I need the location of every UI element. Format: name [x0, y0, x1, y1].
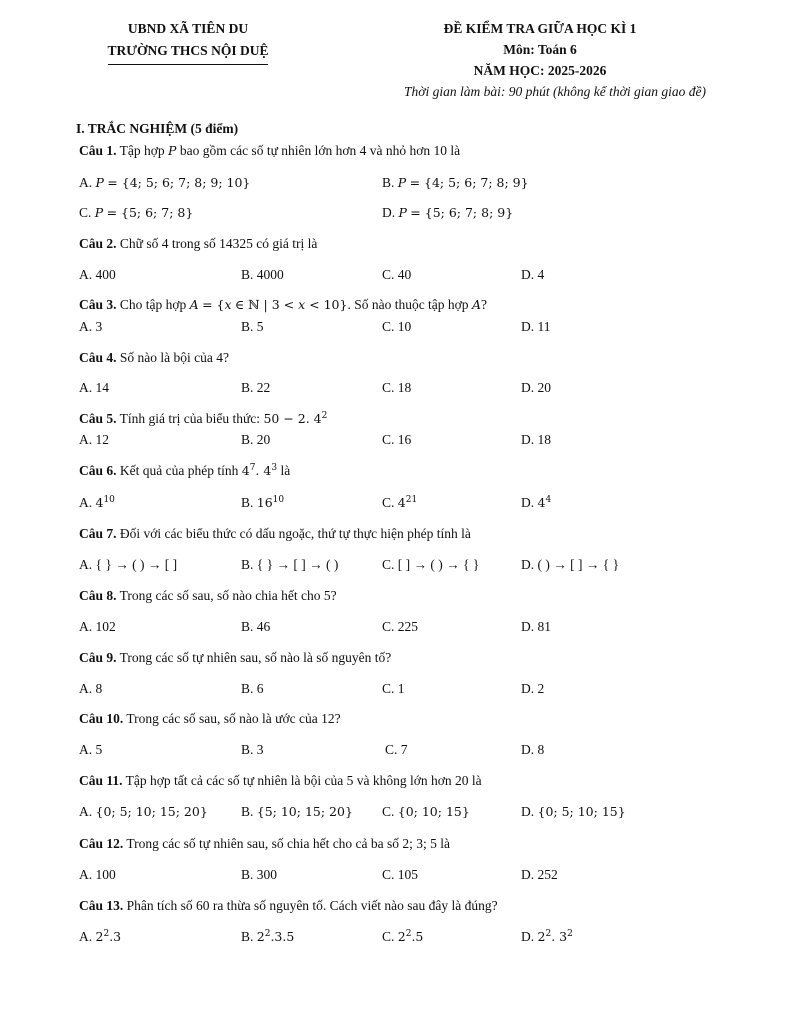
question-12 — [79, 836, 450, 852]
question-text: Kết quả của phép tính $4^7$. $4^3$ là — [119, 463, 291, 478]
header-right — [340, 18, 740, 102]
question-label: Câu 11. — [79, 773, 123, 788]
question-label: Câu 5. — [79, 411, 117, 426]
school-name: TRƯỜNG THCS NỘI DUỆ — [108, 40, 269, 65]
question-label: Câu 6. — [79, 463, 117, 478]
exam-time: Thời gian làm bài: 90 phút (không kể thời gian giao đề) — [403, 84, 706, 99]
q9-option-d: D. 2 — [521, 681, 545, 696]
question-13 — [79, 898, 498, 914]
question-text: Cho tập hợp A = {x ∈ ℕ | 3 < x < 10}. Số nào thuộc tập hợp A? — [119, 297, 487, 312]
q5-option-b: B. 20 — [241, 432, 271, 447]
question-1 — [79, 143, 460, 159]
q8-option-c: C. 225 — [382, 619, 419, 634]
q2-option-d: D. 4 — [521, 267, 545, 282]
q11-option-d: D. {0; 5; 10; 15} — [521, 804, 626, 819]
q9-option-a: A. 8 — [79, 681, 103, 696]
question-9 — [79, 650, 391, 666]
question-10 — [79, 711, 341, 727]
q3-option-d: D. 11 — [521, 319, 551, 334]
q4-option-b: B. 22 — [241, 380, 271, 395]
question-text: Phân tích số 60 ra thừa số nguyên tố. Cách viết nào sau đây là đúng? — [126, 898, 498, 913]
header-left — [88, 18, 288, 65]
q8-option-d: D. 81 — [521, 619, 551, 634]
q11-option-b: B. {5; 10; 15; 20} — [241, 804, 353, 819]
q2-option-c: C. 40 — [382, 267, 412, 282]
question-2 — [79, 236, 317, 252]
q1-option-b: B. P = {4; 5; 6; 7; 8; 9} — [382, 175, 529, 190]
q4-option-c: C. 18 — [382, 380, 412, 395]
q11-option-c: C. {0; 10; 15} — [382, 804, 470, 819]
q11-option-a: A. {0; 5; 10; 15; 20} — [79, 804, 208, 819]
subject: Môn: Toán 6 — [503, 42, 577, 57]
q5-option-d: D. 18 — [521, 432, 551, 447]
question-text: Tập hợp P bao gồm các số tự nhiên lớn hơn 4 và nhỏ hơn 10 là — [119, 143, 461, 158]
exam-title: ĐỀ KIỂM TRA GIỮA HỌC KÌ 1 — [443, 21, 637, 36]
question-4 — [79, 350, 229, 366]
q12-option-d: D. 252 — [521, 867, 558, 882]
q12-option-c: C. 105 — [382, 867, 419, 882]
q12-option-a: A. 100 — [79, 867, 116, 882]
q7-option-c: C. [ ] → ( ) → { } — [382, 557, 480, 572]
q6-option-a: A. $4^{10}$ — [79, 495, 115, 510]
question-label: Câu 4. — [79, 350, 117, 365]
question-text: Trong các số tự nhiên sau, số nào là số nguyên tố? — [119, 650, 392, 665]
q4-option-a: A. 14 — [79, 380, 109, 395]
q1-option-a: A. P = {4; 5; 6; 7; 8; 9; 10} — [79, 175, 251, 190]
q7-option-a: A. { } → ( ) → [ ] — [79, 557, 178, 572]
question-text: Chữ số 4 trong số 14325 có giá trị là — [119, 236, 318, 251]
org-name: UBND XÃ TIÊN DU — [127, 21, 249, 36]
question-label: Câu 8. — [79, 588, 117, 603]
question-label: Câu 12. — [79, 836, 124, 851]
question-11 — [79, 773, 482, 789]
section-title: I. TRẮC NGHIỆM (5 điểm) — [76, 121, 239, 136]
q9-option-c: C. 1 — [382, 681, 405, 696]
question-label: Câu 2. — [79, 236, 117, 251]
q7-option-d: D. ( ) → [ ] → { } — [521, 557, 620, 572]
question-label: Câu 7. — [79, 526, 117, 541]
q12-option-b: B. 300 — [241, 867, 278, 882]
q6-option-c: C. $4^{21}$ — [382, 495, 418, 510]
q10-option-a: A. 5 — [79, 742, 103, 757]
q13-option-d: D. $2^2$. $3^2$ — [521, 929, 573, 944]
q13-option-c: C. $2^2.5$ — [382, 929, 424, 944]
question-label: Câu 10. — [79, 711, 124, 726]
q8-option-b: B. 46 — [241, 619, 271, 634]
q1-option-d: D. P = {5; 6; 7; 8; 9} — [382, 205, 514, 220]
q8-option-a: A. 102 — [79, 619, 116, 634]
question-text: Trong các số tự nhiên sau, số chia hết cho cả ba số 2; 3; 5 là — [126, 836, 451, 851]
question-label: Câu 3. — [79, 297, 117, 312]
q3-option-c: C. 10 — [382, 319, 412, 334]
q1-option-c: C. P = {5; 6; 7; 8} — [79, 205, 194, 220]
q13-option-a: A. $2^2.3$ — [79, 929, 122, 944]
question-text: Tính giá trị của biểu thức: 50 − 2. $4^2$ — [119, 411, 328, 426]
q6-option-b: B. $16^{10}$ — [241, 495, 285, 510]
q5-option-c: C. 16 — [382, 432, 412, 447]
q5-option-a: A. 12 — [79, 432, 109, 447]
question-label: Câu 9. — [79, 650, 117, 665]
q6-option-d: D. $4^4$ — [521, 495, 552, 510]
q10-option-d: D. 8 — [521, 742, 545, 757]
q4-option-d: D. 20 — [521, 380, 551, 395]
question-text: Trong các số sau, số nào là ước của 12? — [126, 711, 341, 726]
question-8 — [79, 588, 337, 604]
question-6 — [79, 463, 290, 479]
question-5 — [79, 411, 327, 427]
question-label: Câu 13. — [79, 898, 124, 913]
q3-option-a: A. 3 — [79, 319, 103, 334]
q10-option-b: B. 3 — [241, 742, 264, 757]
q10-option-c: C. 7 — [385, 742, 408, 757]
question-text: Tập hợp tất cả các số tự nhiên là bội của 5 và không lớn hơn 20 là — [125, 773, 482, 788]
school-year: NĂM HỌC: 2025-2026 — [473, 63, 607, 78]
q7-option-b: B. { } → [ ] → ( ) — [241, 557, 339, 572]
q3-option-b: B. 5 — [241, 319, 264, 334]
question-7 — [79, 526, 471, 542]
q2-option-b: B. 4000 — [241, 267, 284, 282]
question-text: Số nào là bội của 4? — [119, 350, 229, 365]
q2-option-a: A. 400 — [79, 267, 116, 282]
question-text: Trong các số sau, số nào chia hết cho 5? — [119, 588, 337, 603]
q13-option-b: B. $2^2.3.5$ — [241, 929, 295, 944]
question-label: Câu 1. — [79, 143, 117, 158]
question-text: Đối với các biểu thức có dấu ngoặc, thứ tự thực hiện phép tính là — [119, 526, 471, 541]
question-3 — [79, 297, 487, 313]
q9-option-b: B. 6 — [241, 681, 264, 696]
